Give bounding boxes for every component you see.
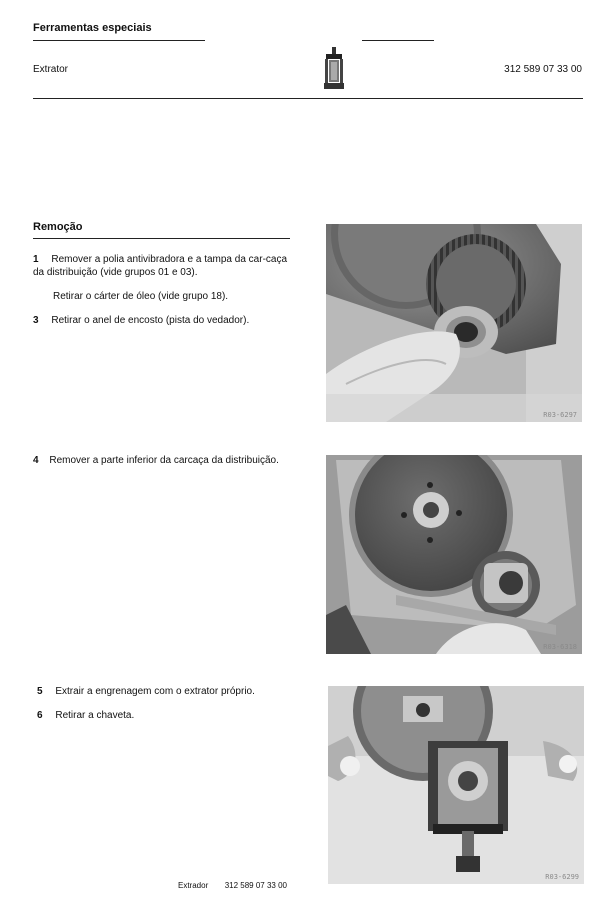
step-number: 3 (33, 315, 39, 326)
step-text: Remover a polia antivibradora e a tampa da car-caça da distribuição (vide grupos 01 e 03). (33, 254, 288, 278)
section-label: Ferramentas especiais (33, 22, 152, 34)
step-text: Retirar a chaveta. (55, 710, 135, 721)
photo-puller-in-use (328, 686, 584, 884)
photo-remove-ring (326, 224, 582, 422)
part-number: 312 589 07 33 00 (504, 64, 582, 75)
step-2 (53, 290, 290, 303)
footer-part-number: 312 589 07 33 00 (224, 881, 287, 890)
step-4 (33, 454, 290, 467)
step-5 (37, 685, 297, 698)
header-divider (33, 40, 205, 41)
figure-code: R03-6299 (545, 873, 579, 881)
step-text: Retirar o cárter de óleo (vide grupo 18). (53, 291, 229, 302)
step-number: 5 (37, 686, 43, 697)
footer-tool-name: Extrador (178, 881, 209, 890)
figure-code: R03-6318 (543, 643, 577, 651)
step-1 (33, 253, 290, 279)
header-rule (33, 98, 583, 99)
step-number: 6 (37, 710, 43, 721)
page-footer (178, 881, 287, 890)
section-title: Remoção (33, 221, 83, 233)
step-6 (37, 709, 297, 722)
step-text: Extrair a engrenagem com o extrator próprio. (55, 686, 255, 697)
step-number: 4 (33, 455, 39, 466)
figure-code: R03-6297 (543, 411, 577, 419)
step-number: 1 (33, 254, 39, 265)
step-text: Retirar o anel de encosto (pista do vedador). (51, 315, 250, 326)
photo-timing-case (326, 455, 582, 654)
step-text: Remover a parte inferior da carcaça da distribuição. (49, 455, 279, 466)
section-rule (33, 238, 290, 239)
step-3 (33, 314, 290, 327)
header-divider-short (362, 40, 434, 41)
tool-name: Extrator (33, 64, 69, 75)
puller-tool-icon (322, 47, 346, 91)
